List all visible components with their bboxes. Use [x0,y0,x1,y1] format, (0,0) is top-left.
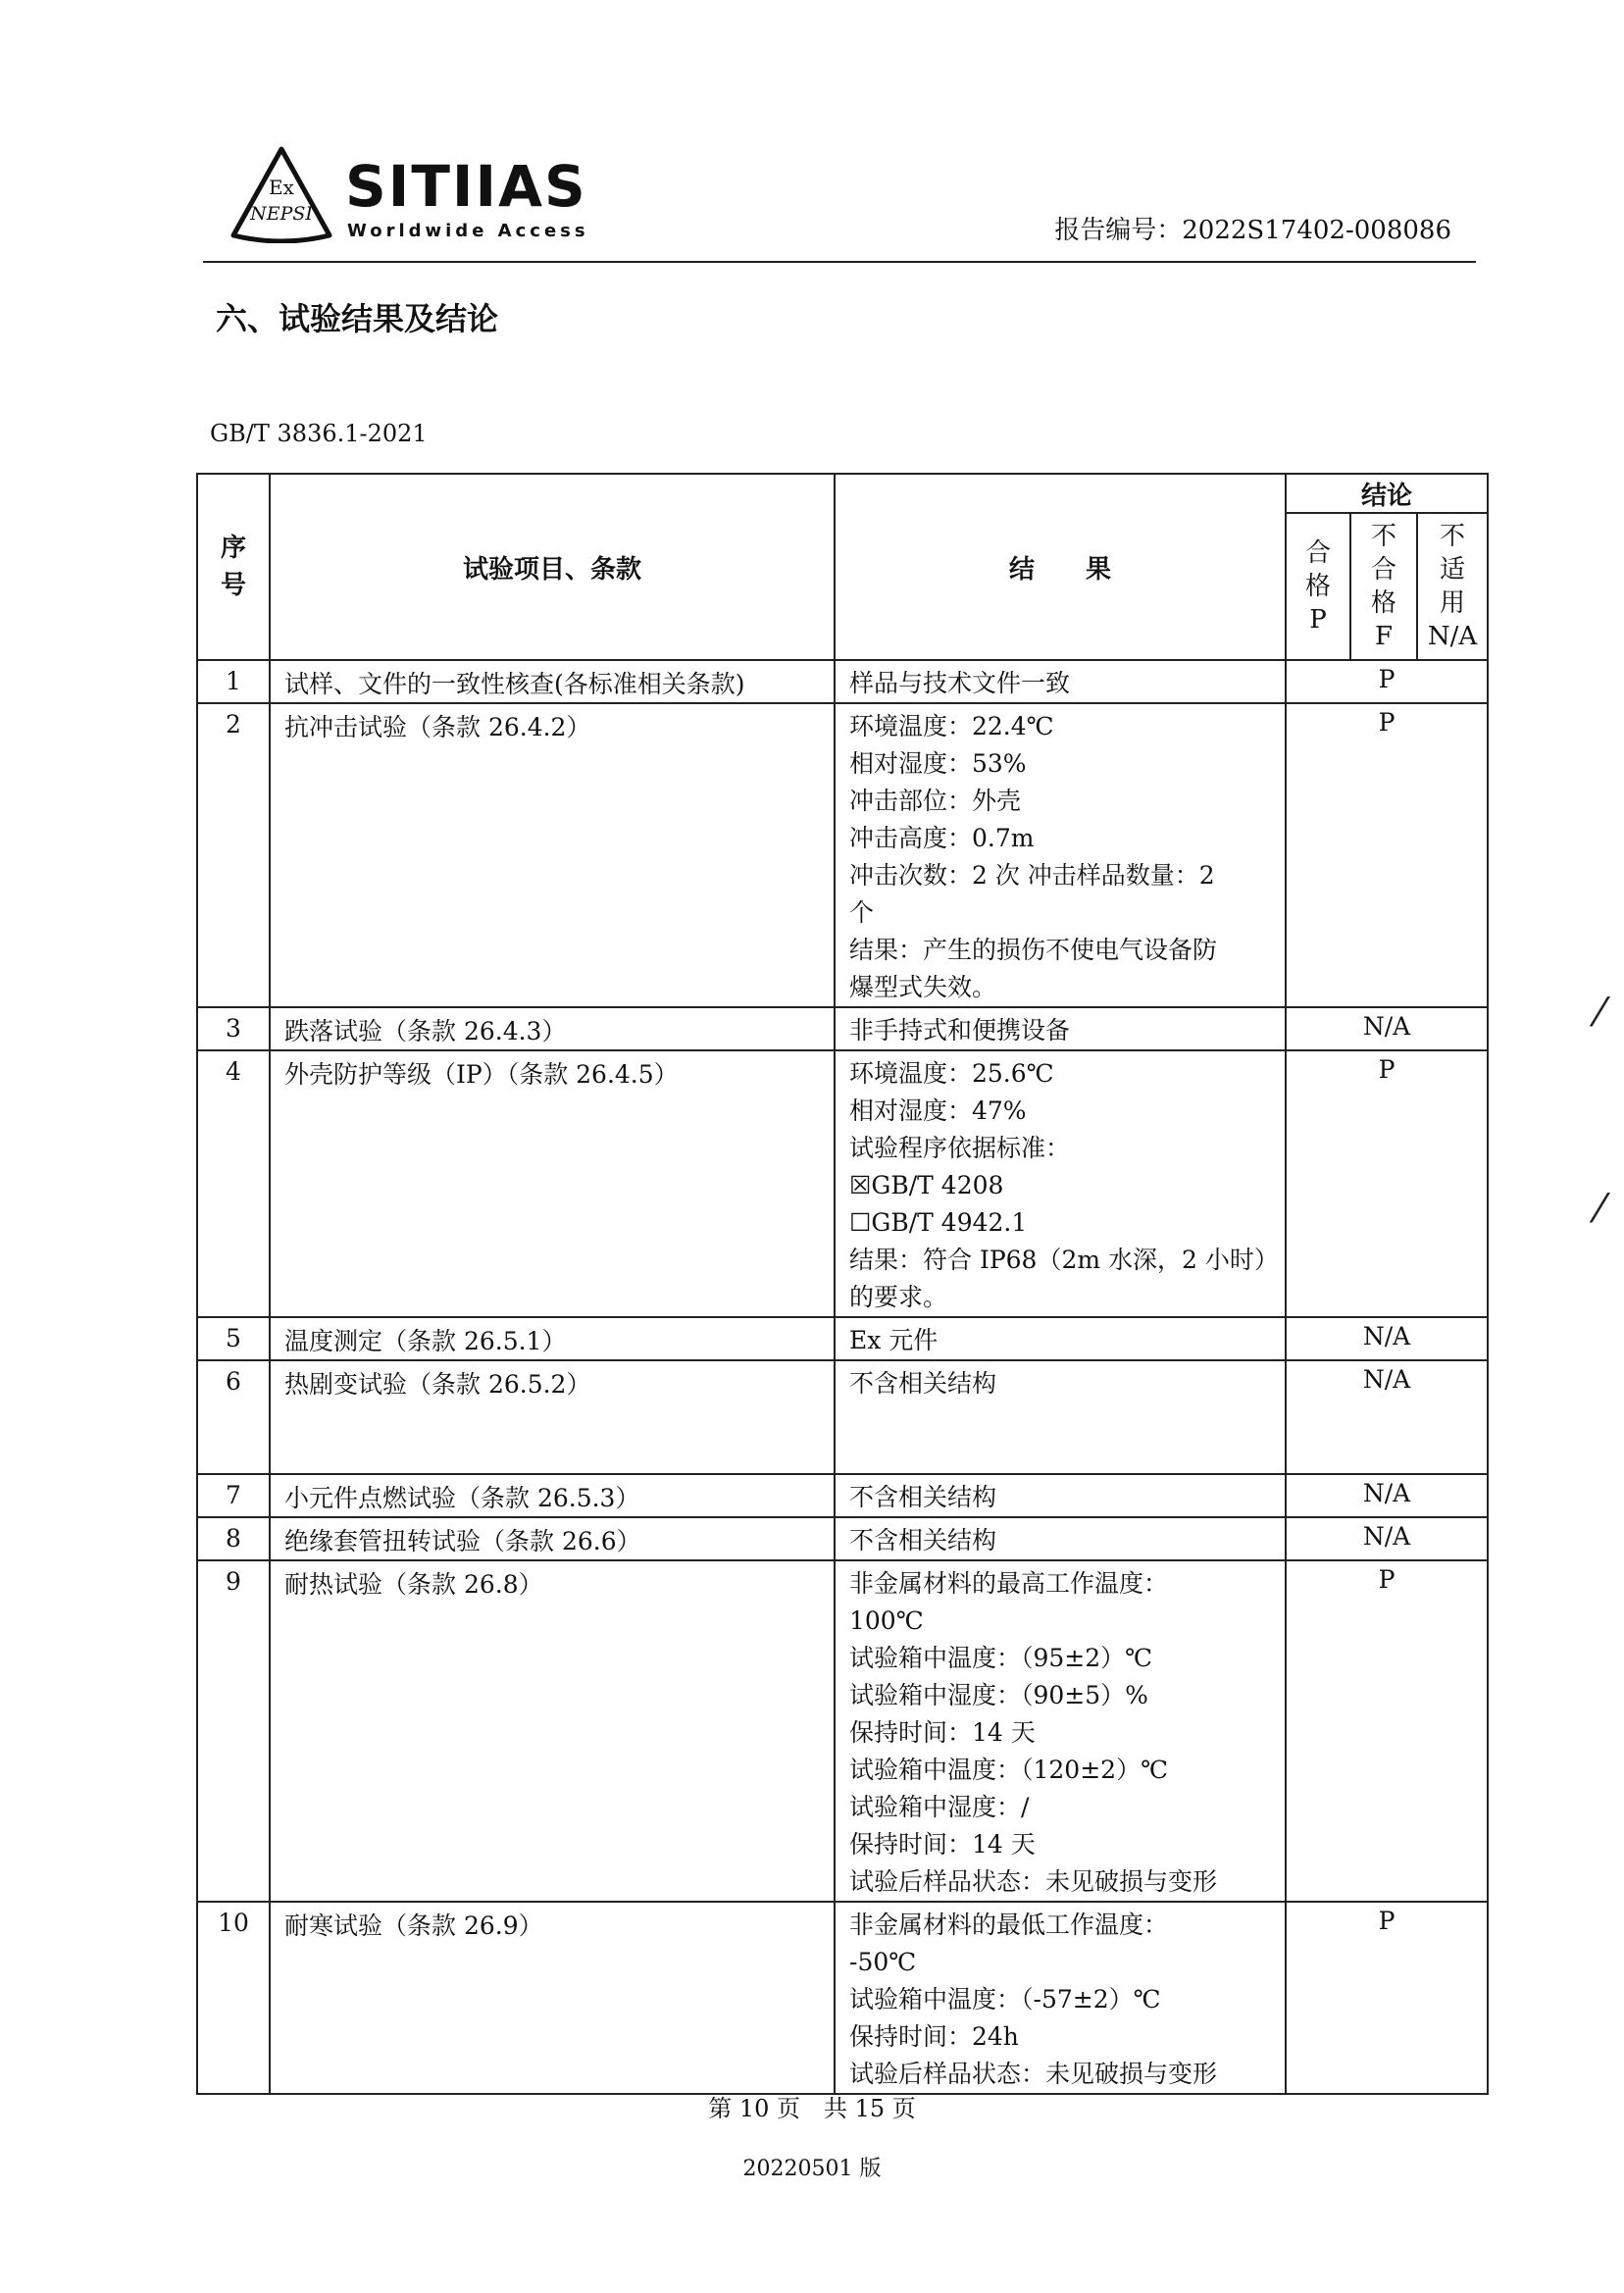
table-row [197,1360,1488,1474]
verdict: N/A [1286,1474,1488,1517]
section-title: 六、试验结果及结论 [216,300,499,337]
verdict: P [1286,1902,1488,2094]
row-number: 1 [197,660,270,703]
result-line: 不含相关结构 [849,1483,997,1511]
form-version: 20220501 版 [742,2157,882,2181]
header-divider [203,261,1476,263]
result-line: 保持时间：24h [849,2022,1019,2051]
report-number: 报告编号：2022S17402-008086 [1054,216,1451,245]
test-item: 抗冲击试验（条款 26.4.2） [270,703,835,1007]
test-result [835,1050,1286,1317]
result-line: 爆型式失效。 [849,973,997,1001]
result-line: 样品与技术文件一致 [849,669,1071,697]
result-line: 个 [849,898,875,927]
logo-mark-line1: Ex [269,176,294,199]
header-no: 序 号 [197,474,270,660]
test-item: 跌落试验（条款 26.4.3） [270,1007,835,1050]
result-line: 试验箱中温度：（120±2）℃ [849,1756,1169,1784]
header-pass: 合 格 P [1286,513,1350,660]
result-line: 试验后样品状态：未见破损与变形 [849,2060,1218,2088]
standard-code: GB/T 3836.1-2021 [210,420,428,447]
test-item: 小元件点燃试验（条款 26.5.3） [270,1474,835,1517]
result-line: ☒GB/T 4208 [849,1171,1004,1199]
table-row [197,1007,1488,1050]
result-line: 保持时间：14 天 [849,1718,1036,1747]
table-row [197,1317,1488,1360]
test-result [835,1517,1286,1560]
header-conclusion: 结论 [1286,474,1488,513]
test-item: 外壳防护等级（IP）（条款 26.4.5） [270,1050,835,1317]
test-result [835,1317,1286,1360]
result-line: 结果：符合 IP68（2m 水深，2 小时） [849,1246,1279,1274]
header-na: 不 适 用 N/A [1417,513,1488,660]
test-item: 绝缘套管扭转试验（条款 26.6） [270,1517,835,1560]
test-item: 耐寒试验（条款 26.9） [270,1902,835,2094]
test-item: 耐热试验（条款 26.8） [270,1560,835,1902]
row-number: 9 [197,1560,270,1902]
header-result: 结 果 [835,474,1286,660]
test-result [835,1007,1286,1050]
test-item: 热剧变试验（条款 26.5.2） [270,1360,835,1474]
result-line: 100℃ [849,1606,924,1635]
result-line: 非金属材料的最高工作温度： [849,1569,1169,1598]
verdict: N/A [1286,1517,1488,1560]
result-line: 冲击高度：0.7m [849,824,1035,852]
table-row [197,1050,1488,1317]
result-line: 冲击部位：外壳 [849,787,1022,815]
row-number: 10 [197,1902,270,2094]
verdict: P [1286,703,1488,1007]
row-number: 4 [197,1050,270,1317]
brand-logo: SITIIAS [345,153,587,220]
verdict: P [1286,660,1488,703]
result-line: 非金属材料的最低工作温度： [849,1911,1169,1939]
test-result [835,1902,1286,2094]
verdict: N/A [1286,1007,1488,1050]
test-result [835,1360,1286,1474]
result-line: 不含相关结构 [849,1526,997,1554]
table-row [197,1560,1488,1902]
test-item: 温度测定（条款 26.5.1） [270,1317,835,1360]
table-row [197,1474,1488,1517]
result-line: 结果：产生的损伤不使电气设备防 [849,936,1218,964]
row-number: 2 [197,703,270,1007]
header-fail: 不 合 格 F [1350,513,1417,660]
table-row [197,703,1488,1007]
test-result [835,703,1286,1007]
result-line: 试验后样品状态：未见破损与变形 [849,1867,1218,1896]
test-result [835,1560,1286,1902]
row-number: 7 [197,1474,270,1517]
result-line: 试验箱中湿度：/ [849,1793,1030,1821]
result-line: 非手持式和便携设备 [849,1016,1071,1045]
result-line: ☐GB/T 4942.1 [849,1208,1028,1237]
binding-mark: ⁄ [1597,1187,1603,1232]
result-line: 试验程序依据标准： [849,1134,1071,1162]
table-row [197,1517,1488,1560]
result-line: 不含相关结构 [849,1369,997,1398]
result-line: 保持时间：14 天 [849,1830,1036,1859]
table-row [197,660,1488,703]
result-line: 试验箱中温度：（95±2）℃ [849,1644,1153,1672]
logo-mark-line2: NEPSI [250,203,313,225]
exnepsi-logo [228,145,335,243]
row-number: 3 [197,1007,270,1050]
row-number: 5 [197,1317,270,1360]
result-line: 相对湿度：53% [849,749,1027,778]
brand-tagline: Worldwide Access [347,221,589,241]
row-number: 8 [197,1517,270,1560]
result-line: Ex 元件 [849,1326,939,1354]
verdict: N/A [1286,1317,1488,1360]
result-line: 冲击次数：2 次 冲击样品数量：2 [849,861,1215,890]
test-result [835,660,1286,703]
binding-mark: ⁄ [1597,991,1603,1036]
result-line: 相对湿度：47% [849,1096,1027,1125]
table-row [197,1902,1488,2094]
verdict: P [1286,1560,1488,1902]
result-line: 的要求。 [849,1283,948,1311]
result-line: 试验箱中温度：（-57±2）℃ [849,1985,1161,2013]
test-item: 试样、文件的一致性核查(各标准相关条款) [270,660,835,703]
header-item: 试验项目、条款 [270,474,835,660]
page-indicator: 第 10 页 共 15 页 [708,2095,916,2122]
test-result [835,1474,1286,1517]
verdict: P [1286,1050,1488,1317]
result-line: -50℃ [849,1948,917,1976]
result-line: 试验箱中湿度：（90±5）% [849,1681,1148,1709]
verdict: N/A [1286,1360,1488,1474]
result-line: 环境温度：25.6℃ [849,1059,1054,1088]
result-line: 环境温度：22.4℃ [849,712,1054,740]
results-table [196,473,1489,2095]
row-number: 6 [197,1360,270,1474]
